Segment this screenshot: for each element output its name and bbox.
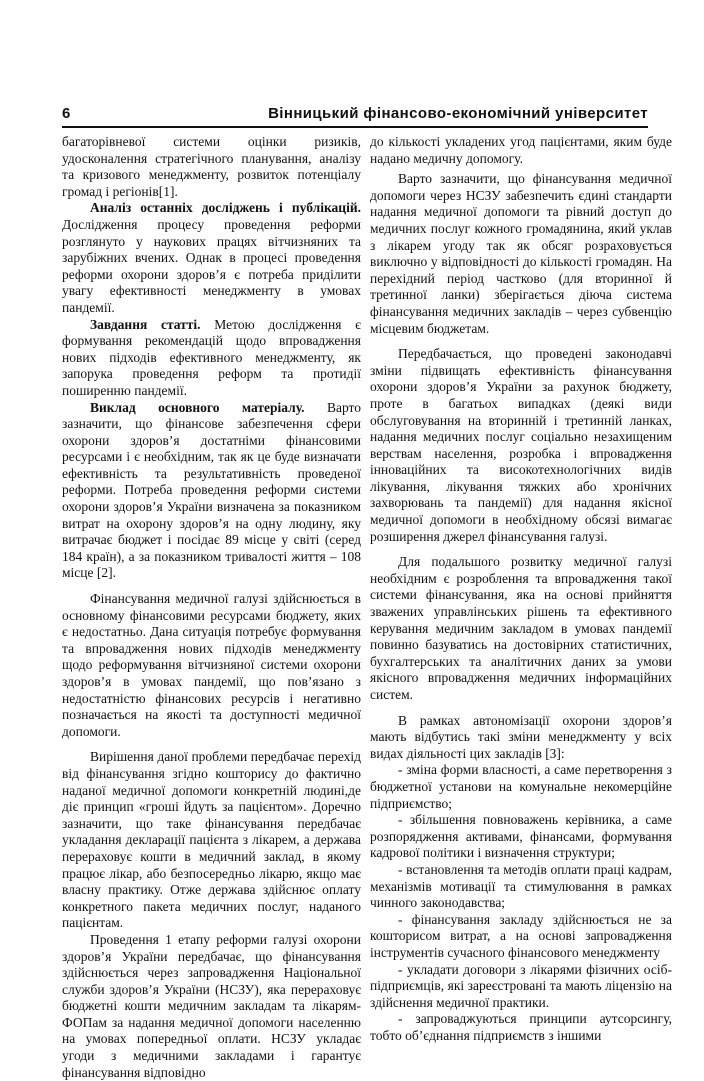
right-column (370, 134, 672, 1044)
paragraph: багаторівневої системи оцінки ризиків, удосконалення стратегічного планування, аналізу та кризового менеджменту, розвиток потенціалу громад і регіонів[1]. (62, 134, 361, 199)
list-item: - збільшення повноважень керівника, а саме розпорядження активами, фінансами, формування кадрової політики і визначення структури; (370, 812, 672, 861)
section-heading: Виклад основного матеріалу. (90, 399, 305, 415)
list-item: - зміна форми власності, а саме перетворення з бюджетної установи на комунальне некомерційне підприємство; (370, 762, 672, 811)
left-column (62, 134, 361, 1081)
list-item: - укладати договори з лікарями фізичних осіб-підприємців, які зареєстровані та мають ліцензію на здійснення медичної практики. (370, 961, 672, 1010)
section-heading: Аналіз останніх досліджень і публікацій. (90, 200, 361, 216)
paragraph (62, 200, 361, 316)
list-item: - фінансування закладу здійснюється не за кошторисом витрат, а на основі запровадження інструментів сучасного фінансового менеджменту (370, 911, 672, 960)
paragraph: Передбачається, що проведені законодавчі зміни підвищать ефективність фінансування охорони здоров’я України за рахунок бюджету, проте в багатьох випадках (деякі види обслуговування на вторинній і третинній ланках, надання медичних послуг соціально незахищеним верствам населення, розробка і впровадження інноваційних та високотехнологічних видів лікування, лікування тяжких або хронічних захворювань та пандемії) для надання якісної медичної допомоги в необхідному обсязі вимагає розширення джерел фінансування галузі. (370, 346, 672, 544)
paragraph (62, 400, 361, 583)
paragraph: Вирішення даної проблеми передбачає перехід від фінансування згідно кошторису до фактично наданої медичної допомоги конкретній людині,де діє принцип «гроші йдуть за пацієнтом». Доречно зазначити, що таке фінансування передбачає укладання декларації пацієнта з лікарем, а держава перераховує кошти в медичний заклад, в якому працює лікар, або безпосередньо лікарю, якщо має власну практику. Отже держава здійснює оплату конкретного пакета медичних послуг, наданого пацієнтам. (62, 749, 361, 931)
paragraph: Для подальшого розвитку медичної галузі необхідним є розроблення та впровадження такої системи фінансування, яка на основі прийняття зважених управлінських рішень та ефективного керування медичним закладом в умовах пандемії повинно базуватись на достовірних статистичних, бухгалтерських та аналітичних даних за умови якісного впровадження медичних інформаційних систем. (370, 554, 672, 702)
paragraph (62, 317, 361, 400)
paragraph-text: Дослідження процесу проведення реформи розглянуто у наукових працях вітчизняних та зарубіжних вчених. Однак в процесі проведення реформи охорони здоров’я є потреба приділити увагу ефективності менеджменту в умовах пандемії. (62, 216, 361, 315)
running-title: Вінницький фінансово-економічний університет (268, 105, 648, 122)
section-heading: Завдання статті. (90, 316, 201, 332)
list-item: - встановлення та методів оплати праці кадрам, механізмів мотивації та стимулювання в рамках чинного законодавства; (370, 861, 672, 911)
page-number: 6 (62, 105, 71, 122)
page-header (62, 104, 648, 128)
paragraph-text: Варто зазначити, що фінансове забезпечення сфери охорони здоров’я достатніми фінансовими ресурсами і є необхідним, так як це буде визначати ефективність та результативність проведеної реформи. Потреба проведення реформи системи охорони здоров’я України визначена за показником витрат на охорону здоров’я на одну людину, яку витрачає бюджет і посідає 89 місце у світі (серед 184 країн), а за показником тривалості життя – 108 місце [2]. (62, 399, 361, 581)
paragraph: до кількості укладених угод пацієнтами, яким буде надано медичну допомогу. (370, 134, 672, 166)
paragraph: Фінансування медичної галузі здійснюється в основному фінансовими ресурсами бюджету, яких є недостатньо. Дана ситуація потребує формування та впровадження нових підходів менеджменту щодо реформування вітчизняної системи охорони здоров’я в умовах пандемії, що пов’язано з недостатністю фінансових ресурсів і негативно позначається на якості та доступності медичної допомоги. (62, 591, 361, 739)
paragraph: Проведення 1 етапу реформи галузі охорони здоров’я України передбачає, що фінансування здійснюється через запровадження Національної служби здоров’я України (НСЗУ), яка перераховує бюджетні кошти медичним закладам та лікарям-ФОПам за надання медичної допомоги населенню на умовах попередньої оплати. НСЗУ укладає угоди з медичними закладами і гарантує фінансування відповідно (62, 931, 361, 1080)
list-item: - запроваджуються принципи аутсорсингу, тобто об’єднання підприємств з іншими (370, 1011, 672, 1043)
paragraph-text: Метою дослідження є формування рекомендацій щодо впровадження нових підходів ефективного менеджменту, як запорука проведення реформ та протидії поширенню пандемії. (62, 316, 361, 398)
paragraph: В рамках автономізації охорони здоров’я мають відбутись такі зміни менеджменту у всіх видах діяльності цих закладів [3]: (370, 712, 672, 761)
paragraph: Варто зазначити, що фінансування медичної допомоги через НСЗУ забезпечить єдині стандарти надання медичної допомоги та рівний доступ до медичних послуг кожного громадянина, який уклав з лікарем угоду так як обсяг розраховується виключно у відповідності до кількості громадян. На перехідний період частково (для вторинної й третинної ланки) зберігається діюча система фінансування медичних закладів – через субвенцію місцевим бюджетам. (370, 171, 672, 336)
